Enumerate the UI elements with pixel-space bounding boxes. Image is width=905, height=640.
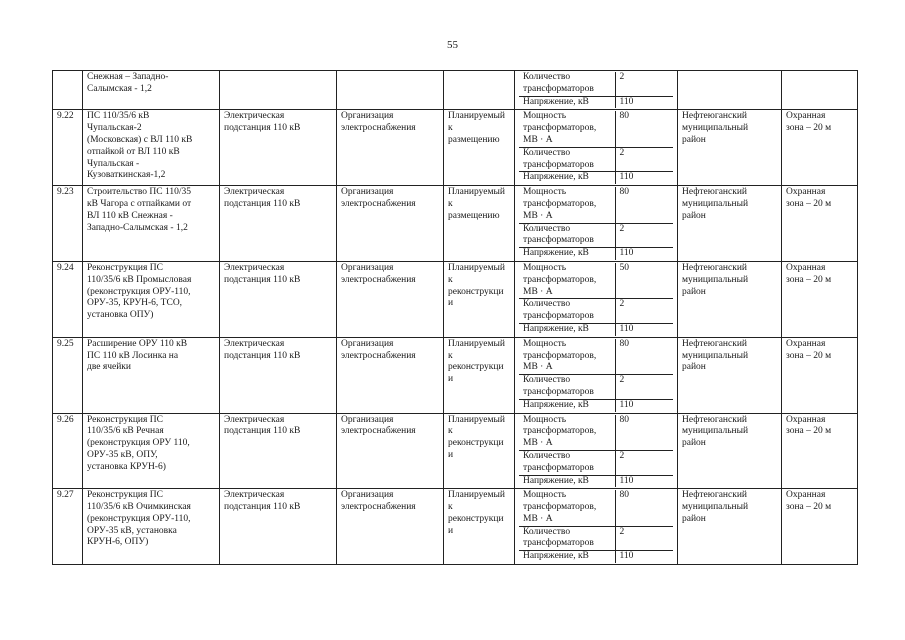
object-type: Электрическая подстанция 110 кВ	[220, 489, 337, 565]
parameters-cell	[515, 261, 678, 337]
parameter-value: 110	[615, 475, 673, 487]
parameter-value: 80	[615, 415, 673, 451]
row-number: 9.24	[53, 261, 83, 337]
object-name: Реконструкция ПС 110/35/6 кВ Речная (реконструкция ОРУ 110, ОРУ-35 кВ, ОПУ, установка КРУН-6)	[83, 413, 220, 489]
parameter-label: Мощность трансформаторов, МВ · А	[523, 262, 597, 297]
parameter-row	[519, 187, 673, 223]
protection-zone: Охранная зона – 20 м	[782, 337, 858, 413]
row-number: 9.27	[53, 489, 83, 565]
row-number: 9.22	[53, 110, 83, 186]
parameter-row	[519, 323, 673, 335]
parameter-value: 110	[615, 96, 673, 108]
parameter-label: Количество трансформаторов	[519, 375, 615, 400]
object-type: Электрическая подстанция 110 кВ	[220, 337, 337, 413]
table-row	[53, 110, 858, 186]
parameters-cell	[515, 337, 678, 413]
protection-zone: Охранная зона – 20 м	[782, 110, 858, 186]
object-location	[678, 71, 782, 110]
parameters-cell	[515, 413, 678, 489]
parameter-row	[519, 526, 673, 551]
parameter-label: Количество трансформаторов	[523, 72, 594, 94]
object-location: Нефтеюганский муниципальный район	[678, 186, 782, 262]
parameter-row	[519, 490, 673, 526]
row-number	[53, 71, 83, 110]
parameter-row	[519, 339, 673, 375]
parameter-row	[519, 375, 673, 400]
table-row	[53, 489, 858, 565]
parameter-row	[519, 415, 673, 451]
parameters-table	[519, 263, 673, 336]
object-name: ПС 110/35/6 кВ Чупальская-2 (Московская) с ВЛ 110 кВ отпайкой от ВЛ 110 кВ Чупальская - Кузоваткинская-1,2	[83, 110, 220, 186]
parameters-table	[519, 339, 673, 412]
object-status: Планируемый к размещению	[444, 186, 515, 262]
parameter-label: Напряжение, кВ	[519, 96, 615, 108]
parameter-label: Мощность трансформаторов, МВ · А	[523, 187, 597, 221]
object-status: Планируемый к реконструкци и	[444, 413, 515, 489]
parameter-label: Количество трансформаторов	[519, 223, 615, 248]
parameter-label: Напряжение, кВ	[519, 399, 615, 411]
parameter-label: Напряжение, кВ	[519, 475, 615, 487]
parameter-value: 80	[615, 187, 673, 223]
object-status: Планируемый к реконструкци и	[444, 261, 515, 337]
parameters-table	[519, 187, 673, 260]
parameter-value: 2	[615, 147, 673, 172]
parameters-table	[519, 72, 673, 108]
protection-zone: Охранная зона – 20 м	[782, 186, 858, 262]
parameter-row	[519, 248, 673, 260]
parameter-label: Количество трансформаторов	[519, 450, 615, 475]
parameter-value: 2	[615, 72, 673, 96]
parameter-value: 2	[615, 299, 673, 324]
parameter-value: 110	[615, 551, 673, 563]
parameter-label: Количество трансформаторов	[519, 526, 615, 551]
parameter-value: 80	[615, 339, 673, 375]
parameter-value: 80	[615, 111, 673, 147]
facilities-table	[52, 70, 858, 565]
object-name: Расширение ОРУ 110 кВ ПС 110 кВ Лосинка на две ячейки	[83, 337, 220, 413]
parameter-label: Мощность трансформаторов, МВ · А	[523, 111, 597, 145]
parameter-row	[519, 399, 673, 411]
object-location: Нефтеюганский муниципальный район	[678, 413, 782, 489]
parameter-value: 2	[615, 223, 673, 248]
parameters-cell	[515, 186, 678, 262]
object-name: Реконструкция ПС 110/35/6 кВ Очимкинская (реконструкция ОРУ-110, ОРУ-35 кВ, установка КРУН-6, ОПУ)	[83, 489, 220, 565]
parameter-value: 2	[615, 526, 673, 551]
parameter-label: Мощность трансформаторов, МВ · А	[523, 338, 597, 373]
object-location: Нефтеюганский муниципальный район	[678, 489, 782, 565]
parameter-value: 80	[615, 490, 673, 526]
table-row	[53, 413, 858, 489]
object-location: Нефтеюганский муниципальный район	[678, 337, 782, 413]
parameter-row	[519, 299, 673, 324]
parameter-row	[519, 172, 673, 184]
object-purpose	[337, 71, 444, 110]
parameter-value: 110	[615, 248, 673, 260]
parameters-cell	[515, 489, 678, 565]
protection-zone: Охранная зона – 20 м	[782, 413, 858, 489]
object-purpose: Организация электроснабжения	[337, 337, 444, 413]
parameter-row	[519, 96, 673, 108]
object-purpose: Организация электроснабжения	[337, 489, 444, 565]
object-purpose: Организация электроснабжения	[337, 413, 444, 489]
object-name: Снежная – Западно- Салымская - 1,2	[83, 71, 220, 110]
row-number: 9.23	[53, 186, 83, 262]
object-type: Электрическая подстанция 110 кВ	[220, 110, 337, 186]
parameter-row	[519, 475, 673, 487]
parameter-row	[519, 263, 673, 299]
parameter-label: Количество трансформаторов	[519, 147, 615, 172]
parameters-table	[519, 490, 673, 563]
parameter-label: Напряжение, кВ	[519, 323, 615, 335]
parameter-row	[519, 147, 673, 172]
row-number: 9.26	[53, 413, 83, 489]
object-purpose: Организация электроснабжения	[337, 261, 444, 337]
page-number: 55	[447, 39, 458, 51]
object-status: Планируемый к реконструкци и	[444, 337, 515, 413]
parameter-label: Количество трансформаторов	[519, 299, 615, 324]
table-row	[53, 337, 858, 413]
table-row	[53, 71, 858, 110]
parameter-row	[519, 223, 673, 248]
parameter-value: 110	[615, 172, 673, 184]
parameter-label: Напряжение, кВ	[519, 551, 615, 563]
table-row	[53, 186, 858, 262]
parameters-cell	[515, 71, 678, 110]
table-body	[53, 71, 858, 565]
parameter-row	[519, 551, 673, 563]
parameter-value: 2	[615, 450, 673, 475]
object-type	[220, 71, 337, 110]
parameter-row	[519, 72, 673, 96]
parameters-table	[519, 415, 673, 488]
parameter-value: 110	[615, 399, 673, 411]
parameter-label: Мощность трансформаторов, МВ · А	[523, 414, 597, 449]
object-status: Планируемый к размещению	[444, 110, 515, 186]
parameters-table	[519, 111, 673, 184]
protection-zone	[782, 71, 858, 110]
object-type: Электрическая подстанция 110 кВ	[220, 186, 337, 262]
parameter-label: Напряжение, кВ	[519, 248, 615, 260]
object-purpose: Организация электроснабжения	[337, 186, 444, 262]
parameters-cell	[515, 110, 678, 186]
object-name: Строительство ПС 110/35 кВ Чагора с отпайками от ВЛ 110 кВ Снежная - Западно-Салымская - 1,2	[83, 186, 220, 262]
object-name: Реконструкция ПС 110/35/6 кВ Промысловая (реконструкция ОРУ-110, ОРУ-35, КРУН-6, ТСО, установка ОПУ)	[83, 261, 220, 337]
protection-zone: Охранная зона – 20 м	[782, 261, 858, 337]
parameter-value: 110	[615, 323, 673, 335]
object-location: Нефтеюганский муниципальный район	[678, 110, 782, 186]
protection-zone: Охранная зона – 20 м	[782, 489, 858, 565]
object-type: Электрическая подстанция 110 кВ	[220, 413, 337, 489]
parameter-row	[519, 111, 673, 147]
object-purpose: Организация электроснабжения	[337, 110, 444, 186]
parameter-value: 2	[615, 375, 673, 400]
object-type: Электрическая подстанция 110 кВ	[220, 261, 337, 337]
object-location: Нефтеюганский муниципальный район	[678, 261, 782, 337]
table-row	[53, 261, 858, 337]
parameter-row	[519, 450, 673, 475]
parameter-label: Мощность трансформаторов, МВ · А	[523, 490, 597, 524]
row-number: 9.25	[53, 337, 83, 413]
object-status	[444, 71, 515, 110]
parameter-label: Напряжение, кВ	[519, 172, 615, 184]
object-status: Планируемый к реконструкци и	[444, 489, 515, 565]
parameter-value: 50	[615, 263, 673, 299]
